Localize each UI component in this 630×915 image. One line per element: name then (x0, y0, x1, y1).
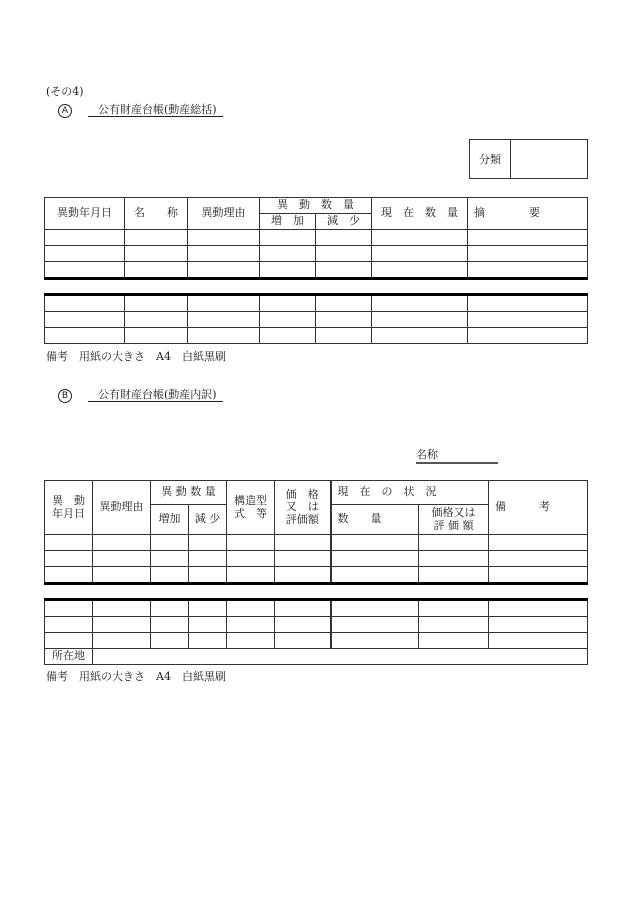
form-a-table (44, 197, 588, 344)
table-row[interactable] (45, 312, 588, 328)
header-price-line3: 評価額 (285, 512, 319, 526)
form-b-title: 公有財産台帳(動産内訳) (88, 389, 223, 402)
header-decrease-b: 減 少 (189, 505, 227, 535)
form-b-table (44, 480, 588, 665)
header-structure-line1: 構造型 (234, 493, 267, 507)
header-summary: 摘 要 (468, 198, 588, 230)
table-row[interactable] (45, 328, 588, 344)
header-structure (227, 481, 275, 535)
name-label: 名称 (416, 448, 438, 461)
name-field[interactable] (416, 449, 498, 464)
form-b-header-row (45, 481, 588, 505)
form-a-title: 公有財産台帳(動産総括) (88, 104, 223, 117)
header-change-qty: 異 動 数 量 (260, 198, 372, 214)
header-price2-line2: 評 価 額 (433, 518, 474, 532)
table-row[interactable] (45, 262, 588, 279)
classification-label: 分類 (470, 140, 511, 178)
header-increase-b: 増加 (151, 505, 189, 535)
table-row[interactable] (45, 230, 588, 246)
header-name: 名 称 (125, 198, 188, 230)
header-decrease: 減 少 (316, 214, 372, 230)
table-row[interactable] (45, 617, 588, 633)
location-label: 所在地 (45, 649, 93, 665)
location-row[interactable] (45, 649, 588, 665)
header-date-b (45, 481, 93, 535)
table-row[interactable] (45, 567, 588, 584)
header-structure-line2: 式 等 (234, 506, 267, 520)
header-price (275, 481, 331, 535)
form-a-header-row (45, 198, 588, 214)
header-quantity: 数 量 (331, 505, 419, 535)
table-row[interactable] (45, 295, 588, 312)
header-increase: 増 加 (260, 214, 316, 230)
page-label: (その4) (46, 85, 84, 98)
form-b-note: 備考 用紙の大きさ A4 白紙黒刷 (46, 670, 226, 683)
table-row[interactable] (45, 246, 588, 262)
header-change-qty-b: 異 動 数 量 (151, 481, 227, 505)
table-row[interactable] (45, 535, 588, 551)
header-remarks: 備 考 (489, 481, 588, 535)
classification-box (469, 139, 588, 179)
header-date: 異動年月日 (45, 198, 125, 230)
form-a-note: 備考 用紙の大きさ A4 白紙黒刷 (46, 350, 226, 363)
page-break-gap (45, 279, 588, 295)
header-price-line2: 又 は (285, 500, 319, 514)
table-row[interactable] (45, 633, 588, 649)
table-row[interactable] (45, 600, 588, 617)
header-current-qty: 現 在 数 量 (372, 198, 468, 230)
header-reason: 異動理由 (188, 198, 260, 230)
form-b-marker: B (58, 389, 72, 403)
header-price-line1: 価 格 (285, 487, 319, 501)
location-value-cell[interactable] (93, 649, 588, 665)
header-date-line1: 異 動 (52, 493, 85, 507)
header-date-line2: 年月日 (52, 506, 85, 520)
table-row[interactable] (45, 551, 588, 567)
header-reason-b: 異動理由 (93, 481, 151, 535)
header-price-current (419, 505, 489, 535)
form-a-marker: A (58, 104, 72, 118)
header-status: 現 在 の 状 況 (331, 481, 489, 505)
classification-value-cell[interactable] (511, 140, 587, 178)
header-price2-line1: 価格又は (431, 505, 476, 519)
page-break-gap (45, 584, 588, 600)
